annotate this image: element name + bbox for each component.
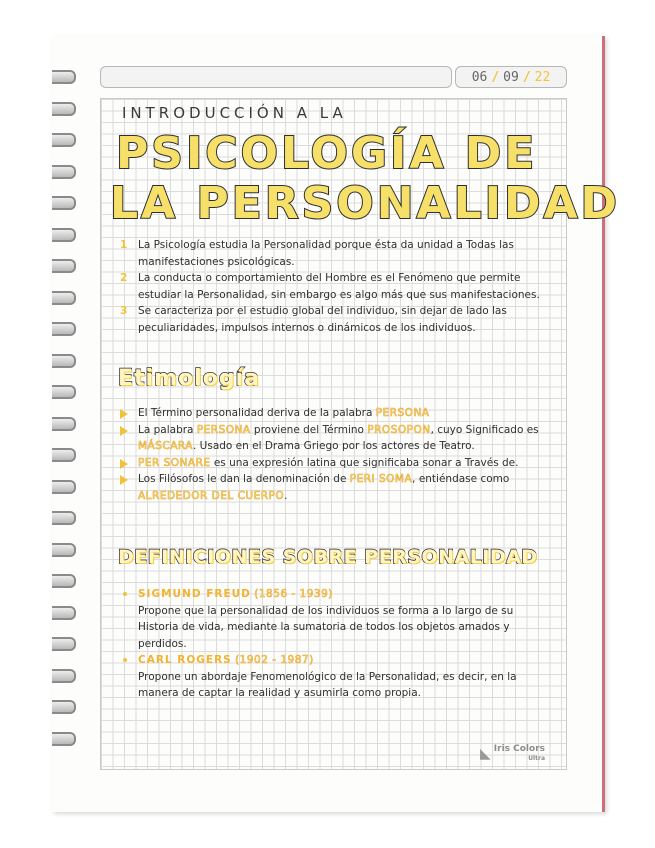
spiral-ring xyxy=(52,102,76,116)
definition-item-rogers xyxy=(120,652,556,702)
spiral-ring xyxy=(52,322,76,336)
spiral-ring xyxy=(52,669,76,683)
spiral-ring xyxy=(52,511,76,525)
spiral-ring xyxy=(52,133,76,147)
dot-bullet-icon xyxy=(123,592,127,596)
intro-number: 1 xyxy=(120,239,128,251)
spiral-ring xyxy=(52,574,76,588)
definiciones-list xyxy=(120,586,556,702)
author-years: (1902 - 1987) xyxy=(235,654,314,666)
spiral-ring xyxy=(52,700,76,714)
spiral-ring xyxy=(52,732,76,746)
spiral-ring xyxy=(52,606,76,620)
dot-bullet-icon xyxy=(123,658,127,662)
etimologia-item: El Término personalidad deriva de la palabra PERSONA xyxy=(120,405,548,422)
author-name: SIGMUND FREUD xyxy=(138,588,251,600)
intro-number: 3 xyxy=(120,305,128,317)
spiral-ring xyxy=(52,354,76,368)
brand-mark-icon: ◣ xyxy=(480,746,491,762)
spiral-ring xyxy=(52,385,76,399)
spiral-ring xyxy=(52,480,76,494)
author-years: (1856 - 1939) xyxy=(254,588,333,600)
brand-sub: Ultra xyxy=(528,755,545,762)
date-month: 09 xyxy=(503,69,519,85)
intro-item-3: 3 Se caracteriza por el estudio global del individuo, sin dejar de lado las peculiaridades, impulsos internos o dinámicos de los individuos. xyxy=(120,305,507,334)
etimologia-item: Los Filósofos le dan la denominación de PERI SOMA, entiéndase como ALREDEDOR DEL CUERPO. xyxy=(120,471,548,504)
triangle-bullet-icon xyxy=(120,475,128,485)
spiral-ring xyxy=(52,259,76,273)
spiral-ring xyxy=(52,637,76,651)
spiral-ring xyxy=(52,165,76,179)
spiral-ring xyxy=(52,196,76,210)
spiral-ring xyxy=(52,70,76,84)
intro-item-2: 2 La conducta o comportamiento del Hombre es el Fenómeno que permite estudiar la Personalidad, sin embargo es algo más que sus manifestaciones. xyxy=(120,272,540,301)
etimologia-item: PER SONARE es una expresión latina que significaba sonar a Través de. xyxy=(120,455,548,472)
brand-name: Iris Colors xyxy=(493,744,545,754)
brand-logo xyxy=(480,745,545,763)
definition-text: Propone un abordaje Fenomenológico de la Personalidad, es decir, en la manera de captar la realidad y asumirla como propia. xyxy=(138,670,517,699)
spiral-ring xyxy=(52,228,76,242)
spiral-ring xyxy=(52,448,76,462)
title-small: INTRODUCCIÓN A LA xyxy=(122,104,347,122)
date-field: 06 / 09 / 22 xyxy=(455,66,567,88)
intro-number: 2 xyxy=(120,272,128,284)
etimologia-item: La palabra PERSONA proviene del Término PROSOPON, cuyo Significado es MÁSCARA. Usado en el Drama Griego por los actores de Teatro. xyxy=(120,422,548,455)
title-field xyxy=(100,66,452,88)
date-day: 06 xyxy=(471,69,488,85)
section-title-definiciones: DEFINICIONES SOBRE PERSONALIDAD xyxy=(118,546,538,568)
spiral-ring xyxy=(52,291,76,305)
intro-item-1: 1 La Psicología estudia la Personalidad porque ésta da unidad a Todas las manifestaciones psicológicas. xyxy=(120,239,514,268)
section-title-etimologia: Etimología xyxy=(118,366,260,391)
triangle-bullet-icon xyxy=(120,459,128,469)
spiral-ring xyxy=(52,417,76,431)
title-line-2: LA PERSONALIDAD xyxy=(110,178,621,229)
spiral-ring xyxy=(52,543,76,557)
title-line-1: PSICOLOGÍA DE xyxy=(116,128,538,179)
etimologia-list xyxy=(120,405,548,504)
triangle-bullet-icon xyxy=(120,409,128,419)
author-name: CARL ROGERS xyxy=(138,654,232,666)
definition-item-freud xyxy=(120,586,556,652)
intro-list xyxy=(120,237,548,336)
date-year: 22 xyxy=(534,69,551,85)
triangle-bullet-icon xyxy=(120,426,128,436)
definition-text: Propone que la personalidad de los individuos se forma a lo largo de su Historia de vida, mediante la sumatoria de todos los objetos amados y perdidos. xyxy=(138,604,514,650)
